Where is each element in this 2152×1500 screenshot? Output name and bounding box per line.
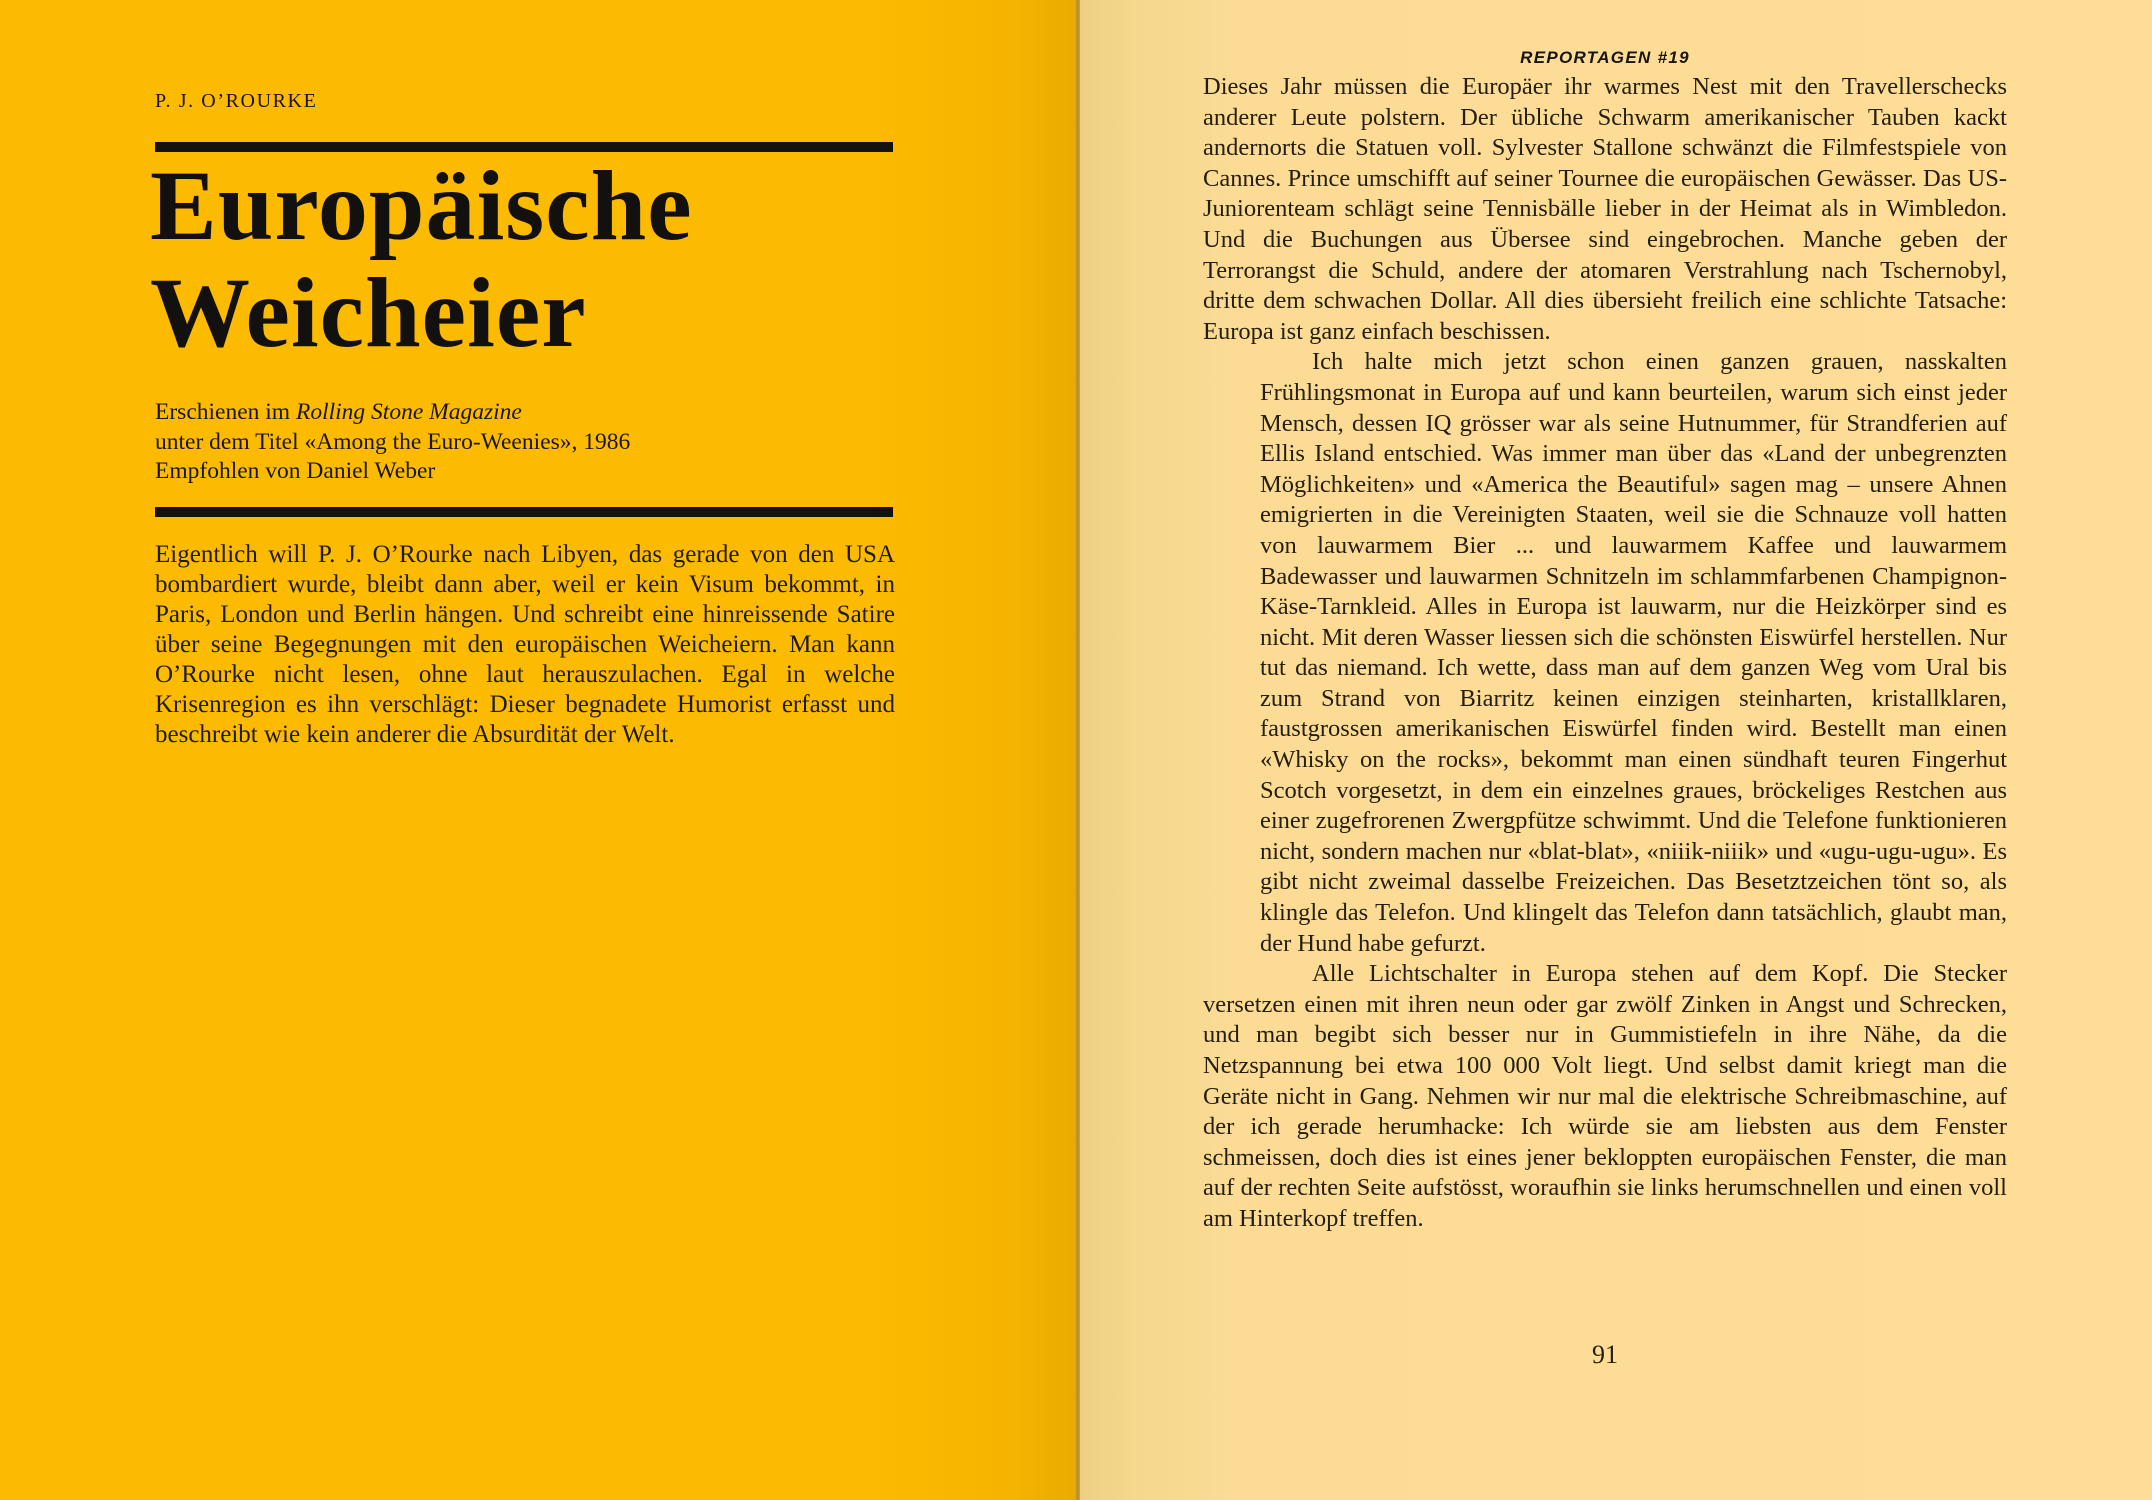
- body-paragraph: Dieses Jahr müssen die Europäer ihr warmes Nest mit den Travellerschecks anderer Leute polstern. Der übliche Schwarm amerikanischer Tauben kackt andernorts die Statuen voll. Sylvester Stallone schwänzt die Filmfestspiele von Cannes. Prince umschifft auf seiner Tournee die europäischen Gewässer. Das US-Juniorenteam schlägt seine Tennisbälle lieber in der Heimat als in Wimbledon. Und die Buchungen aus Übersee sind eingebrochen. Manche geben der Terrorangst die Schuld, andere der atomaren Verstrahlung nach Tschernobyl, dritte dem schwachen Dollar. All dies übersieht freilich eine schlichte Tatsache: Europa ist ganz einfach beschissen.: [1203, 73, 2007, 345]
- publication-note-magazine: Rolling Stone Magazine: [295, 399, 522, 425]
- article-title-line1: Europäische: [150, 150, 693, 261]
- publication-note-line2: unter dem Titel «Among the Euro-Weenies», 1986: [155, 428, 631, 455]
- page-number: 91: [1592, 1340, 1618, 1369]
- body-paragraph: Ich halte mich jetzt schon einen ganzen grauen, nasskalten Frühlingsmonat in Europa auf und kann beurteilen, warum sich einst jeder Mensch, dessen IQ grösser war als seine Hutnummer, für Strandferien auf Ellis Island entschied. Was immer man über das «Land der unbegrenzten Möglichkeiten» und «America the Beautiful» sagen mag – unsere Ahnen emigrierten in die Vereinigten Staaten, weil sie die Schnauze voll hatten von lauwarmem Bier ... und lauwarmem Kaffee und lauwarmem Badewasser und lauwarmen Schnitzeln im schlammfarbenen Champignon-Käse-Tarnkleid. Alles in Europa ist lauwarm, nur die Heizkörper sind es nicht. Mit deren Wasser liessen sich die schönsten Eiswürfel herstellen. Nur tut das niemand. Ich wette, dass man auf dem ganzen Weg vom Ural bis zum Strand von Biarritz keinen einzigen steinharten, kristallklaren, faustgrossen amerikanischen Eiswürfel finden wird. Bestellt man einen «Whisky on the rocks», bekommt man einen sündhaft teuren Fingerhut Scotch vorgesetzt, in dem ein einzelnes graues, bröckeliges Restchen aus einer zugefrorenen Zwergpfütze schwimmt. Und die Telefone funktionieren nicht, sondern machen nur «blat-blat», «niiik-niiik» und «ugu-ugu-ugu». Es gibt nicht zweimal dasselbe Freizeichen. Das Besetztzeichen tönt so, als klingle das Telefon. Und klingelt das Telefon dann tatsächlich, glaubt man, der Hund habe gefurzt.: [1260, 348, 2007, 957]
- article-title-line2: Weicheier: [150, 257, 587, 368]
- author-kicker: P. J. O’ROURKE: [155, 90, 318, 112]
- mid-rule: [155, 507, 893, 517]
- publication-note-line3: Empfohlen von Daniel Weber: [155, 458, 436, 485]
- running-head: REPORTAGEN #19: [1520, 48, 1690, 67]
- publication-note: [155, 398, 895, 487]
- article-title: [150, 152, 1050, 366]
- right-page: [1080, 0, 2152, 1500]
- left-page: [0, 0, 1075, 1500]
- publication-note-line1: [155, 398, 895, 428]
- intro-paragraph: Eigentlich will P. J. O’Rourke nach Libyen, das gerade von den USA bombardiert wurde, bleibt dann aber, weil er kein Visum bekommt, in Paris, London und Berlin hängen. Und schreibt eine hinreissende Satire über seine Begegnungen mit den europäischen Weicheiern. Man kann O’Rourke nicht lesen, ohne laut herauszulachen. Egal in welche Krisenregion es ihn verschlägt: Dieser begnadete Humorist erfasst und beschreibt wie kein anderer die Absurdität der Welt.: [155, 541, 895, 748]
- body-text-column: [1203, 72, 2007, 1235]
- body-paragraph: Alle Lichtschalter in Europa stehen auf dem Kopf. Die Stecker versetzen einen mit ihren neun oder gar zwölf Zinken in Angst und Schrecken, und man begibt sich besser nur in Gummistiefeln in ihre Nähe, da die Netzspannung bei etwa 100 000 Volt liegt. Und selbst damit kriegt man die Geräte nicht in Gang. Nehmen wir nur mal die elektrische Schreibmaschine, auf der ich gerade herumhacke: Ich würde sie am liebsten aus dem Fenster schmeissen, doch dies ist eines jener bekloppten europäischen Fenster, die man auf der rechten Seite aufstösst, woraufhin sie links herumschnellen und einen voll am Hinterkopf treffen.: [1203, 960, 2007, 1232]
- publication-note-prefix: Erschienen im: [155, 399, 296, 425]
